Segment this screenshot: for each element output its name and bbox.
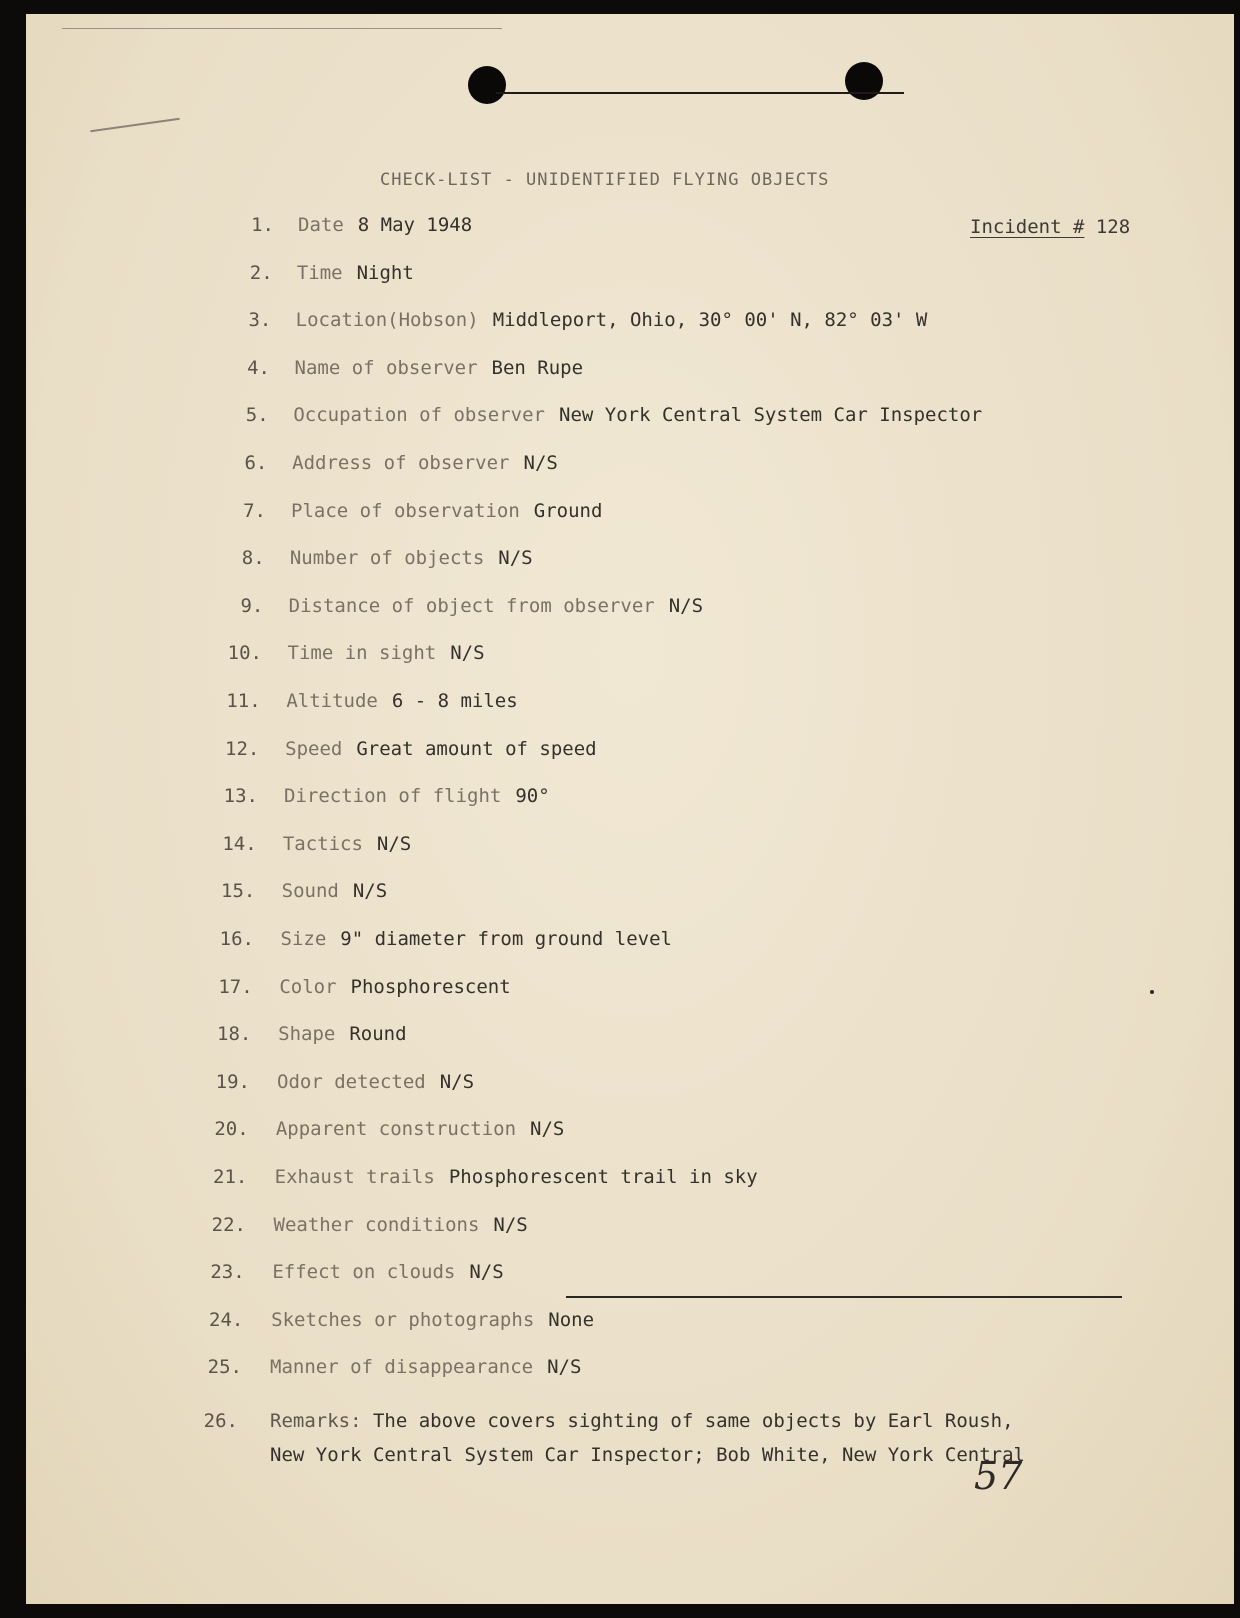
punch-hole-left — [468, 66, 506, 104]
top-edge-rule — [62, 28, 502, 29]
item-value: Great amount of speed — [356, 737, 597, 760]
item-number: 6. — [244, 452, 268, 474]
item-number: 19. — [215, 1070, 250, 1093]
document-title: CHECK-LIST - UNIDENTIFIED FLYING OBJECTS — [380, 170, 830, 190]
item-number: 13. — [223, 785, 258, 808]
item-label: Size — [280, 928, 327, 950]
item-number: 23. — [210, 1261, 245, 1284]
item-number: 20. — [214, 1118, 249, 1141]
punch-hole-right — [845, 62, 883, 100]
item-number: 24. — [209, 1308, 244, 1331]
item-value: Ground — [533, 499, 603, 522]
item-label: Name of observer — [294, 356, 478, 379]
checklist-item — [222, 832, 412, 855]
checklist-item — [213, 1166, 758, 1188]
checklist-item — [251, 214, 473, 236]
checklist-item — [247, 356, 584, 379]
item-number: 1. — [251, 214, 274, 236]
item-value: Phosphorescent trail in sky — [448, 1166, 758, 1188]
checklist-item — [219, 928, 673, 950]
checklist-item — [249, 261, 414, 284]
item-value: New York Central System Car Inspector — [559, 404, 983, 427]
checklist-item — [241, 547, 533, 570]
item-label: Sketches or photographs — [271, 1308, 535, 1331]
item-value: N/S — [439, 1070, 475, 1093]
item-value: 6 - 8 miles — [391, 690, 518, 712]
item-label: Sound — [281, 880, 339, 903]
checklist-item — [207, 1356, 582, 1379]
incident-label: Incident # — [970, 216, 1085, 238]
item-number: 25. — [207, 1356, 242, 1379]
item-value: N/S — [530, 1118, 565, 1141]
section-rule — [566, 1296, 1122, 1298]
item-value: 8 May 1948 — [357, 214, 473, 236]
item-value: 90° — [515, 785, 550, 808]
item-label: Occupation of observer — [293, 404, 545, 427]
item-label: Location(Hobson) — [295, 309, 479, 332]
remarks-block — [203, 1404, 1025, 1472]
item-value: N/S — [493, 1213, 528, 1236]
item-number: 22. — [211, 1213, 246, 1236]
item-label: Color — [279, 975, 337, 998]
item-value: Round — [349, 1023, 407, 1046]
item-number: 10. — [227, 642, 262, 665]
item-label: Address of observer — [292, 452, 510, 474]
item-label: Tactics — [282, 832, 363, 855]
checklist-item — [215, 1070, 475, 1093]
checklist-item — [211, 1213, 528, 1236]
item-number: 8. — [241, 547, 265, 570]
item-value: N/S — [523, 452, 558, 474]
remarks-line-2: New York Central System Car Inspector; Bob White, New York Central — [270, 1444, 1025, 1466]
checklist-item — [240, 594, 704, 617]
item-number: 4. — [247, 356, 270, 379]
item-label: Weather conditions — [273, 1213, 480, 1236]
item-number: 2. — [249, 261, 273, 284]
item-label: Distance of object from observer — [288, 594, 655, 617]
item-label: Apparent construction — [275, 1118, 517, 1141]
document-page — [26, 14, 1234, 1604]
item-label: Effect on clouds — [272, 1261, 456, 1284]
item-label: Time in sight — [287, 642, 437, 665]
checklist-item — [248, 309, 928, 332]
checklist-item — [244, 452, 558, 474]
item-value: N/S — [450, 642, 485, 665]
handwritten-page-number: 57 — [974, 1454, 1023, 1498]
item-label: Place of observation — [291, 499, 520, 522]
checklist-item — [227, 642, 485, 665]
item-label: Direction of flight — [284, 785, 502, 808]
item-label: Shape — [278, 1023, 336, 1046]
item-value: N/S — [376, 832, 412, 855]
checklist-item — [223, 785, 550, 808]
remarks-line-1: The above covers sighting of same objects by Earl Roush, — [372, 1410, 1014, 1432]
checklist-item — [218, 975, 511, 998]
checklist-item — [210, 1261, 504, 1284]
item-label: Exhaust trails — [274, 1166, 435, 1188]
incident-value: 128 — [1095, 216, 1131, 238]
item-value: N/S — [469, 1261, 504, 1284]
item-number: 21. — [213, 1166, 248, 1188]
incident-number — [970, 216, 1130, 238]
checklist-item — [214, 1118, 565, 1141]
item-label: Odor detected — [277, 1070, 426, 1093]
checklist-item — [245, 404, 983, 427]
item-value: N/S — [498, 547, 533, 570]
item-number: 7. — [243, 499, 266, 522]
checklist-item — [226, 690, 518, 712]
item-value: Ben Rupe — [491, 356, 584, 379]
item-number: 16. — [219, 928, 254, 950]
item-label: Number of objects — [289, 547, 485, 570]
item-label: Time — [296, 261, 343, 284]
pencil-mark — [90, 118, 179, 133]
item-number: 12. — [225, 737, 260, 760]
item-number: 14. — [222, 832, 257, 855]
checklist-item — [221, 880, 388, 903]
item-number: 3. — [248, 309, 272, 332]
item-value: Phosphorescent — [350, 975, 511, 998]
item-label: Manner of disappearance — [270, 1356, 534, 1379]
item-label: Speed — [285, 737, 343, 760]
item-number: 5. — [245, 404, 269, 427]
remarks-label: Remarks: — [270, 1410, 362, 1432]
item-label: Altitude — [286, 690, 378, 712]
checklist-item — [243, 499, 603, 522]
item-number: 9. — [240, 594, 264, 617]
item-value: N/S — [547, 1356, 582, 1379]
item-value: Middleport, Ohio, 30° 00' N, 82° 03' W — [492, 309, 928, 332]
item-value: 9" diameter from ground level — [340, 928, 672, 950]
checklist-item — [209, 1308, 595, 1331]
item-label: Date — [298, 214, 344, 236]
item-value: N/S — [352, 880, 388, 903]
item-number: 11. — [226, 690, 261, 712]
ink-speck — [1150, 990, 1154, 994]
checklist-item — [225, 737, 597, 760]
remarks-number: 26. — [203, 1410, 238, 1432]
item-number: 15. — [221, 880, 256, 903]
checklist-item — [217, 1023, 407, 1046]
item-value: None — [548, 1308, 595, 1331]
item-value: Night — [356, 261, 414, 284]
binding-rule — [496, 92, 904, 94]
item-number: 18. — [217, 1023, 252, 1046]
item-number: 17. — [218, 975, 253, 998]
item-value: N/S — [668, 594, 704, 617]
